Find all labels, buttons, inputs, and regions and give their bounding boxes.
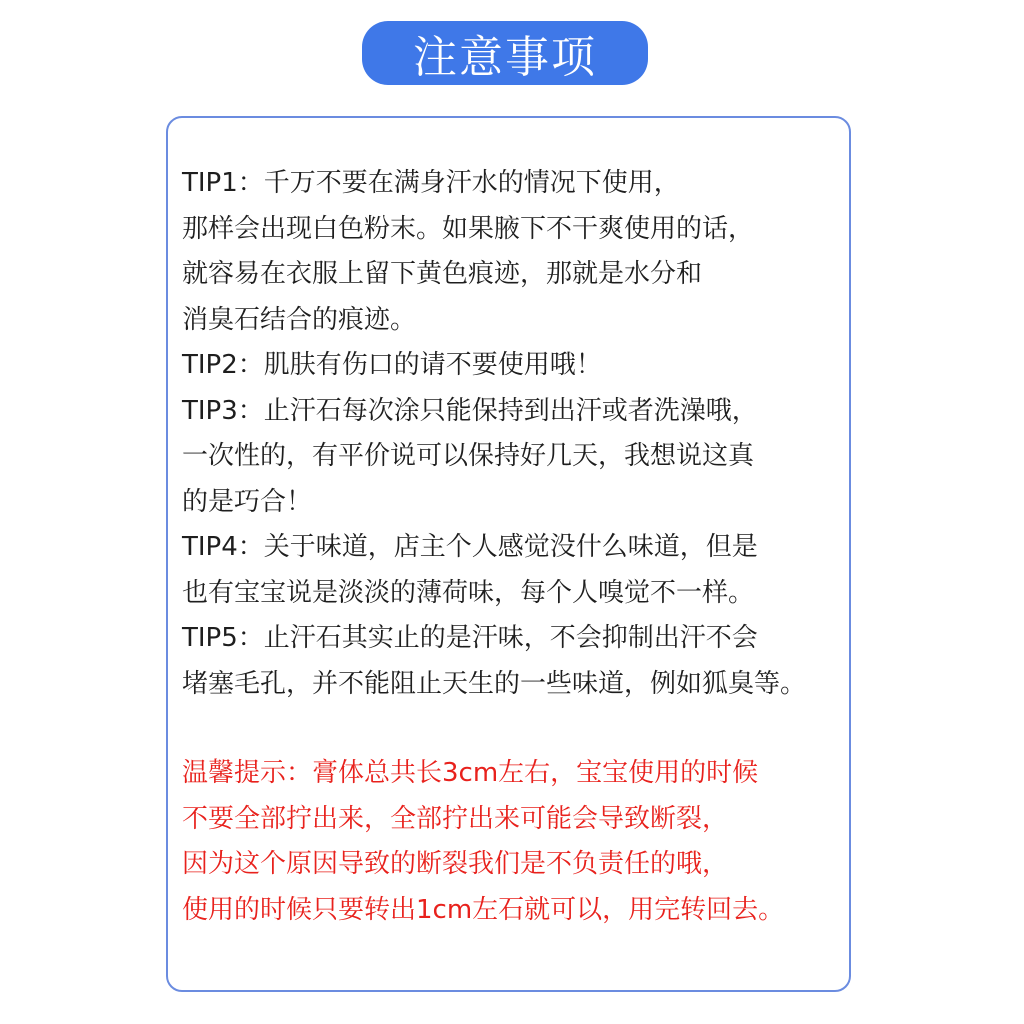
tip3-line-2: 一次性的，有平价说可以保持好几天，我想说这真 <box>182 441 755 471</box>
page-title: 注意事项 <box>362 21 648 85</box>
tip1-line-4: 消臭石结合的痕迹。 <box>182 304 417 335</box>
tip3-line-1: TIP3：止汗石每次涂只能保持到出汗或者洗澡哦， <box>182 395 758 426</box>
reminder-line-4: 使用的时候只要转出1cm左石就可以，用完转回去。 <box>182 894 785 925</box>
tip3-line-3: 的是巧合！ <box>182 486 313 517</box>
tip5-line-1: TIP5：止汗石其实止的是汗味，不会抑制出汗不会 <box>182 623 758 653</box>
tip1-line-2: 那样会出现白色粉末。如果腋下不干爽使用的话， <box>182 213 755 244</box>
warm-reminder <box>182 751 862 933</box>
tips-list <box>182 161 862 707</box>
reminder-line-1: 温馨提示：膏体总共长3cm左右，宝宝使用的时候 <box>182 758 759 788</box>
tip1-line-1: TIP1：千万不要在满身汗水的情况下使用， <box>182 168 680 198</box>
tip2-line-1: TIP2：肌肤有伤口的请不要使用哦！ <box>182 350 602 380</box>
tip1-line-3: 就容易在衣服上留下黄色痕迹，那就是水分和 <box>182 259 703 289</box>
tip5-line-2: 堵塞毛孔，并不能阻止天生的一些味道，例如狐臭等。 <box>182 668 807 699</box>
reminder-line-2: 不要全部拧出来，全部拧出来可能会导致断裂， <box>182 803 729 834</box>
reminder-line-3: 因为这个原因导致的断裂我们是不负责任的哦， <box>182 849 729 879</box>
tip4-line-2: 也有宝宝说是淡淡的薄荷味，每个人嗅觉不一样。 <box>182 577 755 608</box>
tip4-line-1: TIP4：关于味道，店主个人感觉没什么味道，但是 <box>182 532 758 562</box>
